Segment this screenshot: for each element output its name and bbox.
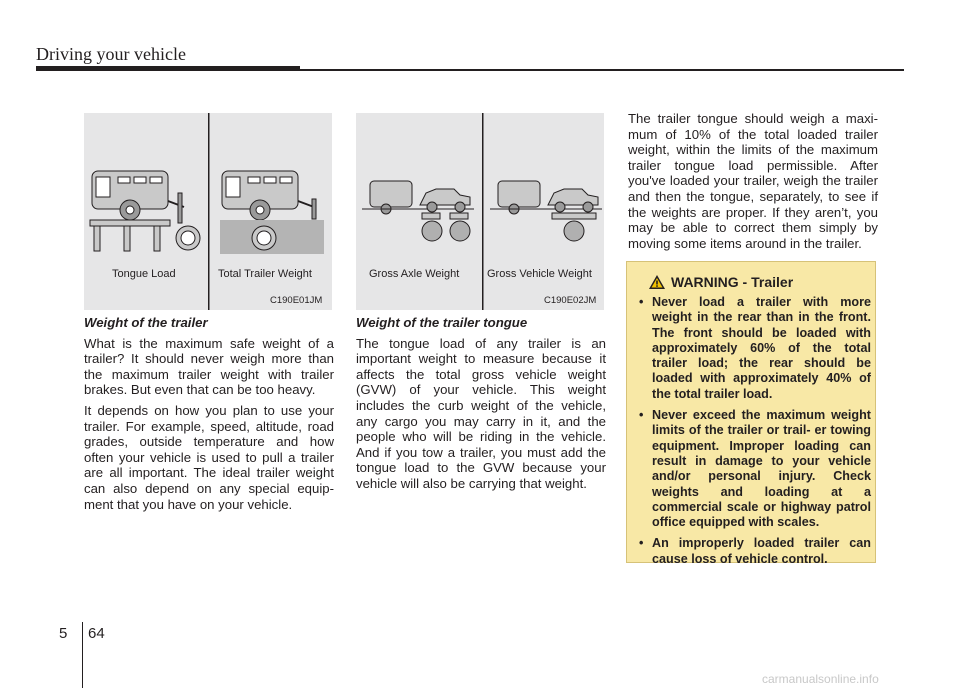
warning-item: • Never load a trailer with more weight in the rear than in the front. The front should be loaded with approximately 60% of the total trailer load; the rear should be loaded with approximately 40% of the total trailer load.: [637, 295, 871, 402]
figure-caption-total-trailer-weight: Total Trailer Weight: [218, 268, 312, 280]
paragraph: What is the maximum safe weight of a trailer? It should never weigh more than the maximum trailer weight with trailer brakes. But even that can be too heavy.: [84, 335, 334, 398]
warning-list: [637, 295, 871, 573]
figure-gross-weights: [356, 113, 604, 310]
page-header-title: Driving your vehicle: [36, 44, 186, 64]
warning-item: • Never exceed the maximum weight limits of the trailer or trail- er towing equipment. Improper loading can result in damage to your vehicle and/or personal injury. Check weights and loading at a commercial scale or highway patrol office equipped with scales.: [637, 408, 871, 530]
column-weight-of-trailer: [84, 315, 334, 517]
warning-title-sub: Trailer: [747, 274, 794, 290]
warning-box: [626, 261, 876, 566]
paragraph: The tongue load of any trailer is an important weight to measure because it affects the total gross vehicle weight (GVW) of your vehicle. This weight includes the curb weight of the vehicle, any cargo you may carry in it, and the people who will be riding in the vehicle. And if you tow a trailer, you must add the tongue load to the GVW because your vehicle will also be carrying that weight.: [356, 335, 606, 491]
column-weight-of-tongue: [356, 315, 606, 497]
header-rule-thin: [300, 69, 904, 71]
paragraph: The trailer tongue should weigh a maxi- mum of 10% of the total loaded trailer weight, within the limits of the maximum trailer tongue load permissible. After you've loaded your trailer, weigh the trailer and then the tongue, separately, to see if the weights are proper. If they aren’t, you may be able to correct them simply by moving some items around in the trailer.: [628, 111, 878, 251]
column-tongue-guidance: [628, 111, 878, 256]
warning-title: [649, 274, 793, 292]
figure-caption-gross-axle-weight: Gross Axle Weight: [369, 268, 460, 280]
page-number-divider: [82, 622, 83, 688]
figure-caption-tongue-load: Tongue Load: [112, 268, 176, 280]
trailer-weight-illustration: [84, 113, 332, 310]
page-number: 64: [88, 625, 105, 642]
figure-tongue-load: [84, 113, 332, 310]
vehicle-weight-illustration: [356, 113, 604, 310]
figure-caption-gross-vehicle-weight: Gross Vehicle Weight: [487, 268, 592, 280]
section-heading: Weight of the trailer tongue: [356, 315, 528, 330]
chapter-number: 5: [59, 625, 68, 642]
header-rule: [36, 66, 300, 71]
section-heading: Weight of the trailer: [84, 315, 208, 330]
watermark: carmanualsonline.info: [762, 672, 879, 686]
warning-item: • An improperly loaded trailer can cause loss of vehicle control.: [637, 536, 871, 567]
paragraph: It depends on how you plan to use your trailer. For example, speed, altitude, road grades, outside temperature and how often your vehicle is used to pull a trailer are all important. The ideal trailer weight can also depend on any special equip- ment that you have on your vehicle.: [84, 402, 334, 512]
warning-triangle-icon: [649, 275, 665, 292]
figure-code: C190E02JM: [544, 295, 597, 306]
figure-code: C190E01JM: [270, 295, 323, 306]
warning-title-main: WARNING -: [671, 274, 748, 290]
